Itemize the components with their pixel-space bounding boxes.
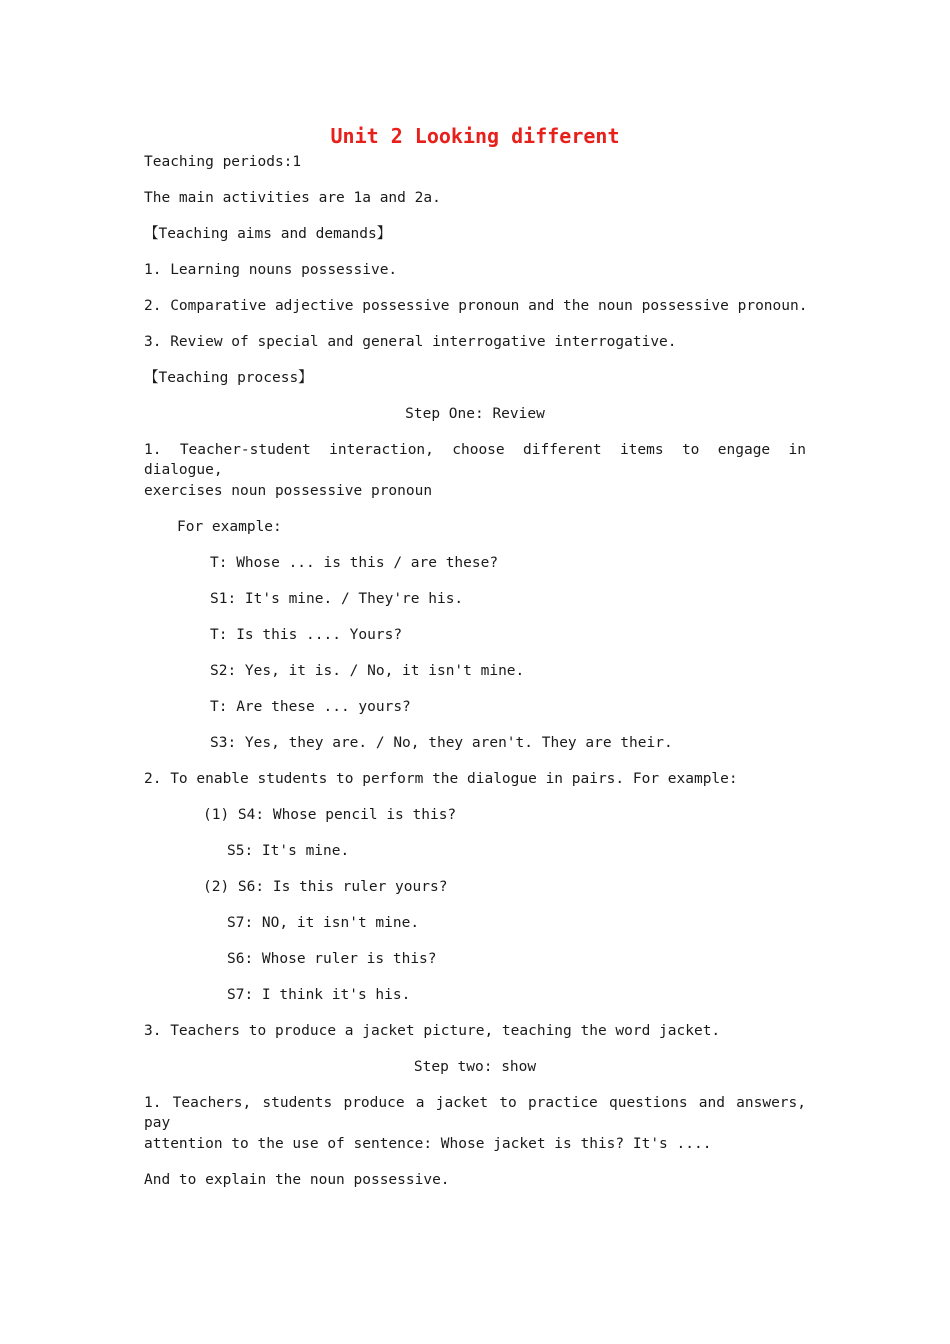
step-one-item-1-continued: exercises noun possessive pronoun bbox=[144, 483, 433, 499]
step-two-heading: Step two: show bbox=[413, 1059, 537, 1075]
dialogue-line: T: Whose ... is this / are these? bbox=[210, 555, 499, 571]
teaching-periods: Teaching periods:1 bbox=[144, 154, 302, 170]
main-activities: The main activities are 1a and 2a. bbox=[144, 190, 441, 206]
dialogue-line: S2: Yes, it is. / No, it isn't mine. bbox=[210, 663, 525, 679]
section-heading-process: 【Teaching process】 bbox=[144, 370, 313, 386]
pair-dialogue-line: S5: It's mine. bbox=[227, 843, 350, 859]
step-one-item-3: 3. Teachers to produce a jacket picture, teaching the word jacket. bbox=[144, 1023, 721, 1039]
aim-item-2: 2. Comparative adjective possessive pronoun and the noun possessive pronoun. bbox=[144, 298, 808, 314]
pair-dialogue-line: S7: NO, it isn't mine. bbox=[227, 915, 420, 931]
step-two-explanation: And to explain the noun possessive. bbox=[144, 1172, 450, 1188]
dialogue-line: T: Are these ... yours? bbox=[210, 699, 411, 715]
aim-item-1: 1. Learning nouns possessive. bbox=[144, 262, 398, 278]
step-one-item-2: 2. To enable students to perform the dialogue in pairs. For example: bbox=[144, 771, 738, 787]
pair-dialogue-line: (2) S6: Is this ruler yours? bbox=[203, 879, 448, 895]
section-heading-aims: 【Teaching aims and demands】 bbox=[144, 226, 392, 242]
step-two-item-1: 1. Teachers, students produce a jacket to practice questions and answers, pay bbox=[144, 1095, 806, 1131]
pair-dialogue-line: (1) S4: Whose pencil is this? bbox=[203, 807, 457, 823]
pair-dialogue-line: S6: Whose ruler is this? bbox=[227, 951, 437, 967]
dialogue-line: S3: Yes, they are. / No, they aren't. They are their. bbox=[210, 735, 673, 751]
step-one-heading: Step One: Review bbox=[405, 406, 545, 422]
step-two-item-1-continued: attention to the use of sentence: Whose jacket is this? It's .... bbox=[144, 1136, 712, 1152]
document-title: Unit 2 Looking different bbox=[330, 124, 620, 148]
pair-dialogue-line: S7: I think it's his. bbox=[227, 987, 411, 1003]
for-example-label: For example: bbox=[177, 519, 282, 535]
aim-item-3: 3. Review of special and general interrogative interrogative. bbox=[144, 334, 677, 350]
dialogue-line: T: Is this .... Yours? bbox=[210, 627, 403, 643]
step-one-item-1: 1. Teacher-student interaction, choose different items to engage in dialogue, bbox=[144, 442, 806, 478]
dialogue-line: S1: It's mine. / They're his. bbox=[210, 591, 464, 607]
